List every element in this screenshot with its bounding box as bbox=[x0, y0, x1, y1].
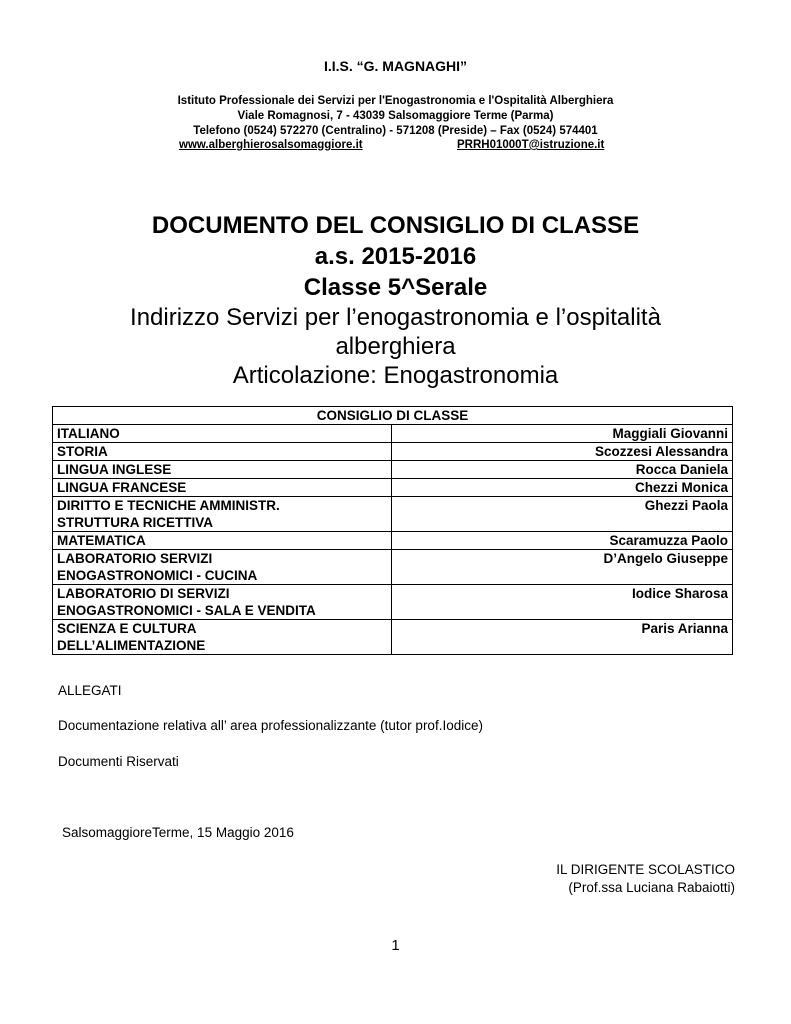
subject-cell bbox=[53, 497, 392, 532]
subject-cell bbox=[53, 585, 392, 620]
teacher-cell: Paris Arianna bbox=[392, 620, 733, 655]
subject-line-2: DELL’ALIMENTAZIONE bbox=[57, 638, 206, 653]
table-row bbox=[53, 461, 733, 479]
table-row bbox=[53, 532, 733, 550]
subject-cell: LINGUA FRANCESE bbox=[53, 479, 392, 497]
attachment-item: Documentazione relativa all’ area professionalizzante (tutor prof.Iodice) bbox=[58, 718, 483, 733]
school-phone: Telefono (0524) 572270 (Centralino) - 571208 (Preside) – Fax (0524) 574401 bbox=[193, 125, 598, 137]
teacher-cell: Ghezzi Paola bbox=[392, 497, 733, 532]
attachments-title: ALLEGATI bbox=[58, 683, 122, 698]
document-title: DOCUMENTO DEL CONSIGLIO DI CLASSE bbox=[151, 212, 640, 239]
school-name: I.I.S. “G. MAGNAGHI” bbox=[323, 58, 468, 74]
website-link[interactable]: www.alberghierosalsomaggiore.it bbox=[179, 139, 363, 151]
subject-line-1: LABORATORIO DI SERVIZI bbox=[57, 586, 230, 601]
subject-line-1: LABORATORIO SERVIZI bbox=[57, 551, 213, 566]
email-link[interactable]: PRRH01000T@istruzione.it bbox=[457, 139, 605, 151]
table-row bbox=[53, 550, 733, 585]
signature-title: IL DIRIGENTE SCOLASTICO bbox=[556, 862, 735, 877]
school-address: Viale Romagnosi, 7 - 43039 Salsomaggiore Terme (Parma) bbox=[237, 110, 554, 122]
class-name: Classe 5^Serale bbox=[303, 274, 488, 301]
teacher-cell: D’Angelo Giuseppe bbox=[392, 550, 733, 585]
subject-cell: MATEMATICA bbox=[53, 532, 392, 550]
teacher-cell: Maggiali Giovanni bbox=[392, 425, 733, 443]
teacher-cell: Chezzi Monica bbox=[392, 479, 733, 497]
subject-cell: STORIA bbox=[53, 443, 392, 461]
table-row bbox=[53, 479, 733, 497]
teacher-cell: Rocca Daniela bbox=[392, 461, 733, 479]
subject-cell bbox=[53, 550, 392, 585]
teacher-cell: Scozzesi Alessandra bbox=[392, 443, 733, 461]
institute-name: Istituto Professionale dei Servizi per l'Enogastronomia e l'Ospitalità Alberghiera bbox=[177, 95, 614, 107]
subject-line-1: SCIENZA E CULTURA bbox=[57, 621, 197, 636]
table-row bbox=[53, 425, 733, 443]
table-heading: CONSIGLIO DI CLASSE bbox=[53, 407, 733, 425]
subject-line-2: ENOGASTRONOMICI - CUCINA bbox=[57, 568, 258, 583]
table-header-row bbox=[53, 407, 733, 425]
subject-line-1: DIRITTO E TECNICHE AMMINISTR. bbox=[57, 498, 280, 513]
subject-cell: LINGUA INGLESE bbox=[53, 461, 392, 479]
subject-line-2: STRUTTURA RICETTIVA bbox=[57, 515, 213, 530]
teacher-cell bbox=[392, 585, 733, 620]
council-table bbox=[52, 406, 733, 655]
subject-cell bbox=[53, 620, 392, 655]
subject-line-2: ENOGASTRONOMICI - SALA E VENDITA bbox=[57, 603, 316, 618]
table-row bbox=[53, 443, 733, 461]
attachment-item: Documenti Riservati bbox=[58, 754, 179, 769]
table-row bbox=[53, 497, 733, 532]
teacher-name: Iodice Sharosa bbox=[631, 586, 728, 601]
subject-cell: ITALIANO bbox=[53, 425, 392, 443]
teacher-cell: Scaramuzza Paolo bbox=[392, 532, 733, 550]
school-year: a.s. 2015-2016 bbox=[314, 243, 477, 270]
table-row bbox=[53, 620, 733, 655]
table-row bbox=[53, 585, 733, 620]
page-number: 1 bbox=[391, 937, 400, 954]
signature-name: (Prof.ssa Luciana Rabaiotti) bbox=[568, 880, 735, 895]
study-address: Indirizzo Servizi per l’enogastronomia e l’ospitalità alberghiera bbox=[130, 304, 661, 360]
articulation: Articolazione: Enogastronomia bbox=[232, 362, 559, 389]
place-date: SalsomaggioreTerme, 15 Maggio 2016 bbox=[62, 825, 294, 840]
